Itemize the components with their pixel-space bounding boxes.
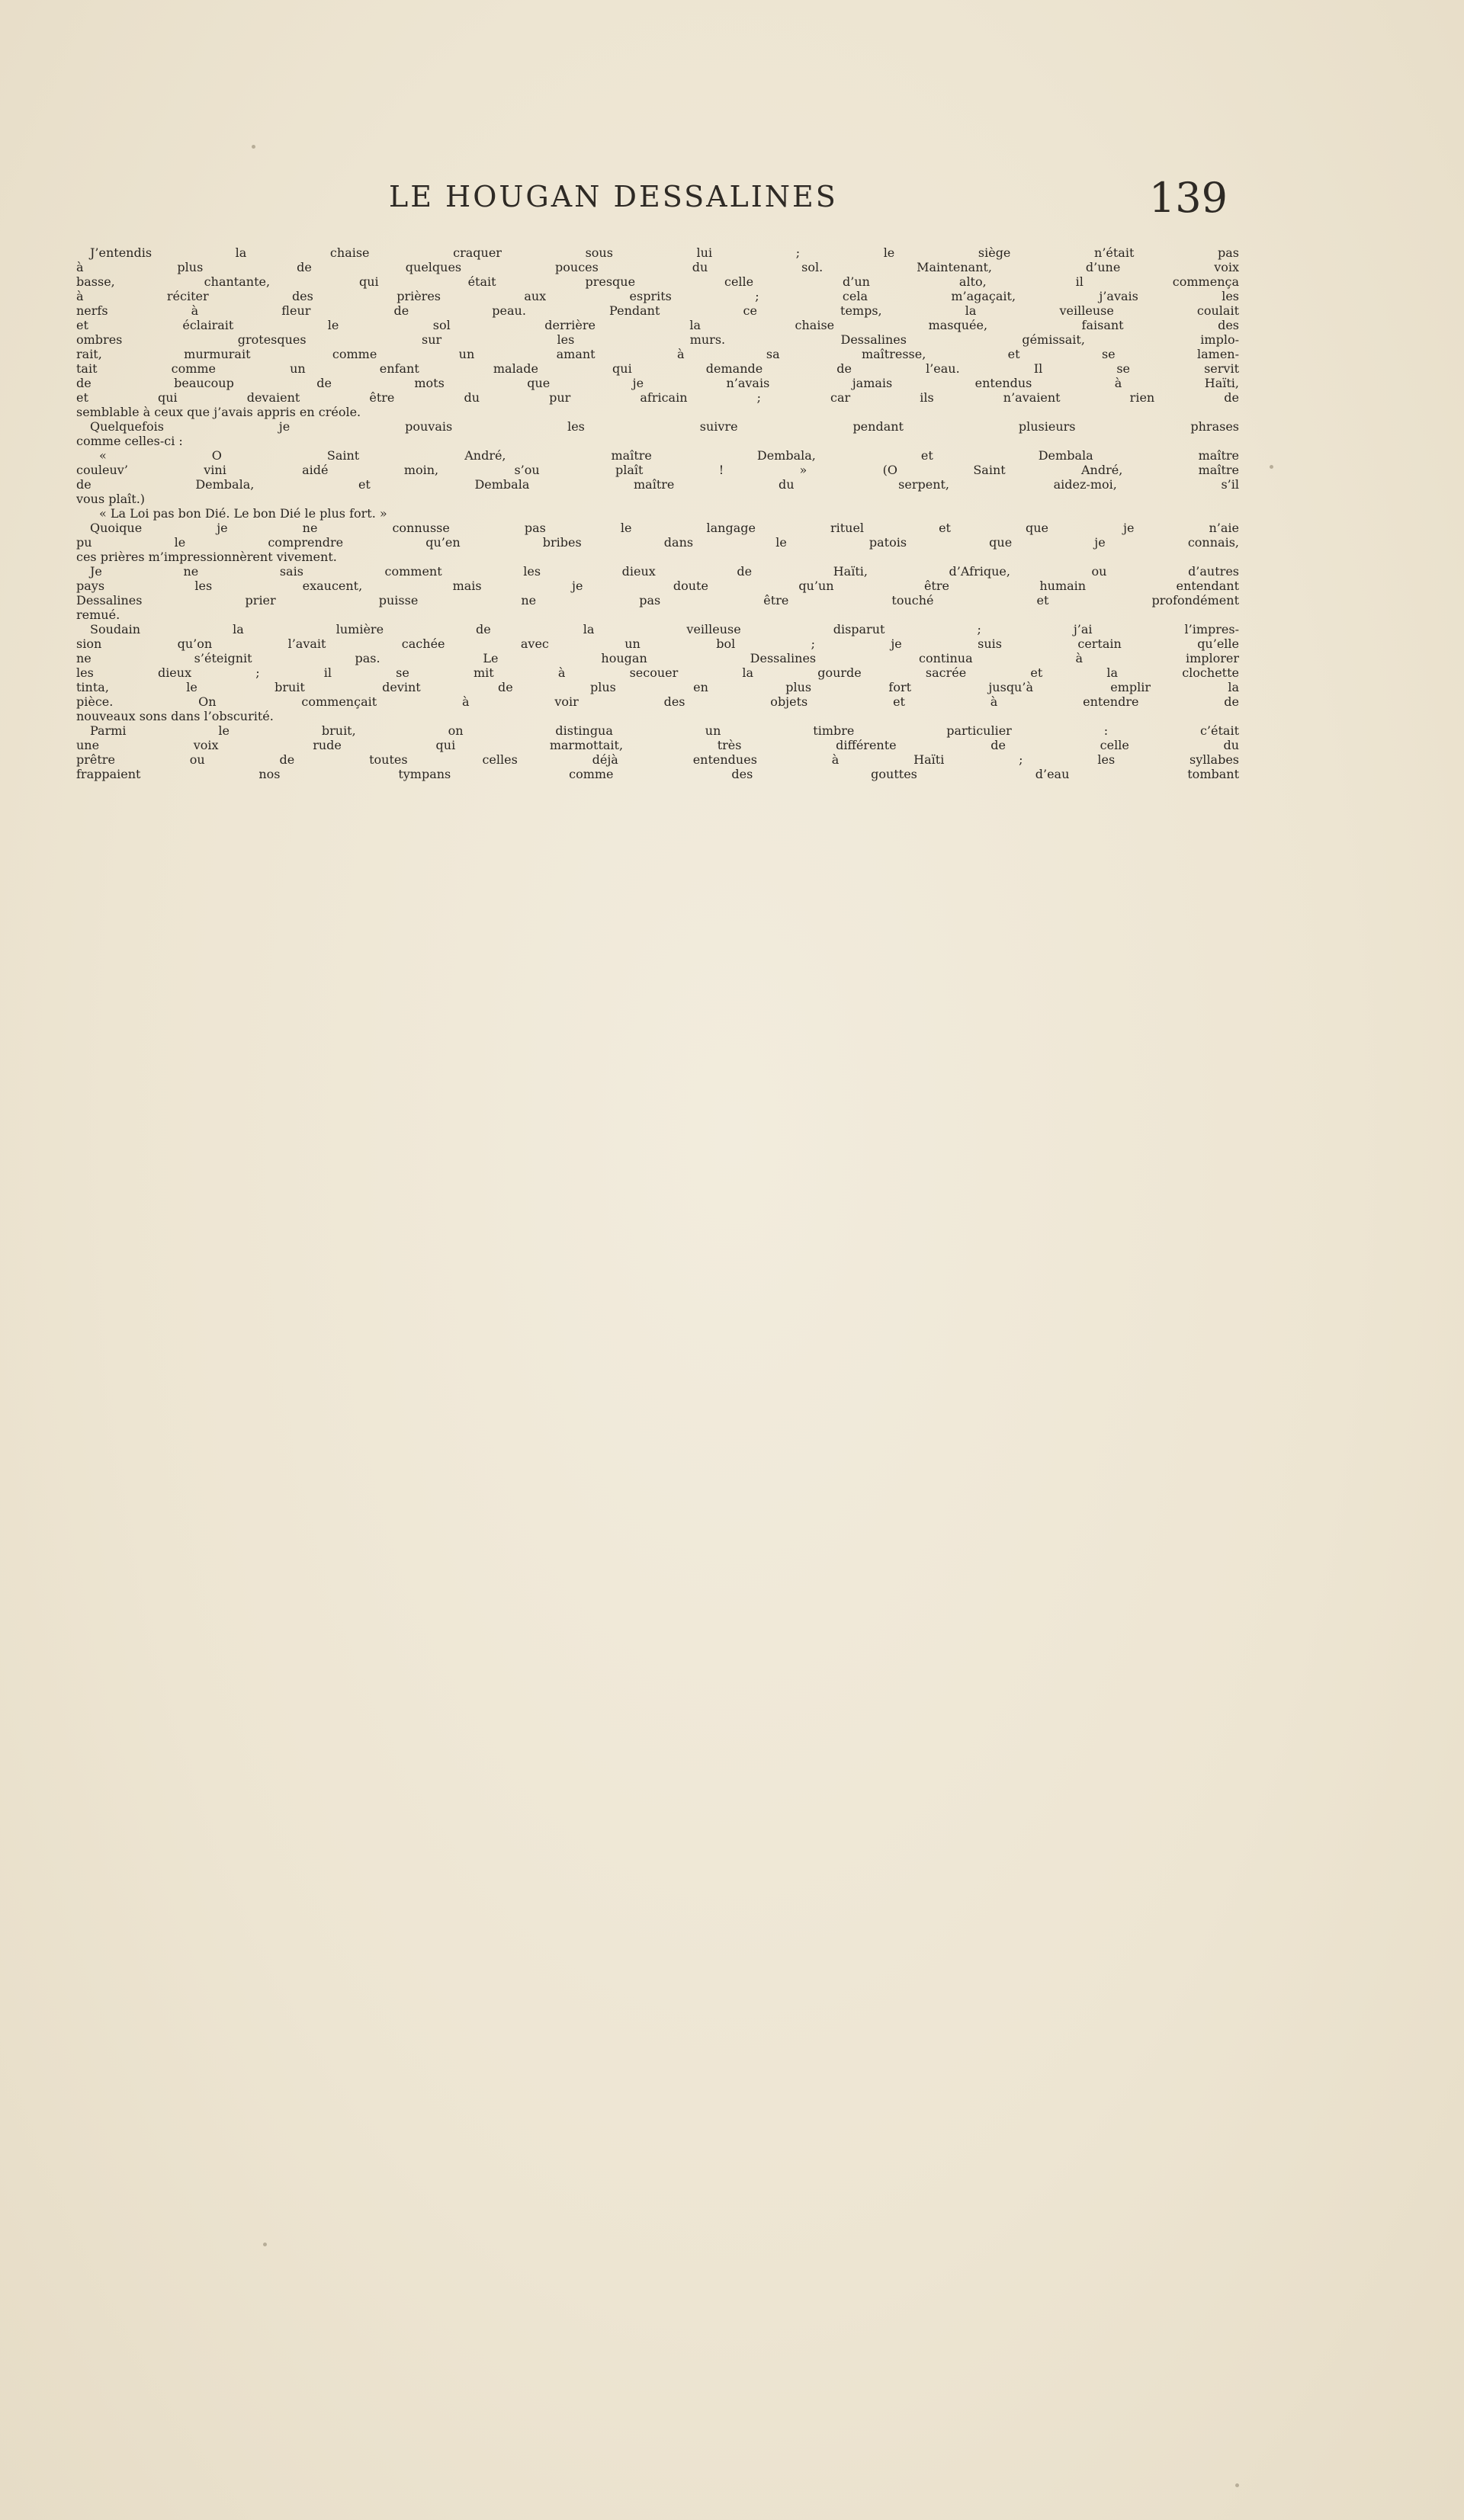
text-line: vous plaît.) (76, 492, 146, 506)
text-line: une voix rude qui marmottait, très différente de celle du (76, 738, 1239, 752)
text-line: et éclairait le sol derrière la chaise masquée, faisant des (76, 318, 1239, 332)
text-line: prêtre ou de toutes celles déjà entendues à Haïti ; les syllabes (76, 752, 1239, 767)
text-line: de Dembala, et Dembala maître du serpent, aidez-moi, s’il (76, 477, 1239, 492)
text-line: « O Saint André, maître Dembala, et Dembala maître (99, 448, 1239, 463)
text-line: Soudain la lumière de la veilleuse disparut ; j’ai l’impres- (90, 622, 1239, 636)
text-line: Dessalines prier puisse ne pas être touché et profondément (76, 593, 1239, 608)
text-line: à réciter des prières aux esprits ; cela m’agaçait, j’avais les (76, 289, 1239, 303)
text-line: ces prières m’impressionnèrent vivement. (76, 550, 337, 564)
text-line: tinta, le bruit devint de plus en plus fort jusqu’à emplir la (76, 680, 1239, 694)
text-line: nouveaux sons dans l’obscurité. (76, 709, 274, 723)
paper-speck (1235, 2483, 1239, 2487)
text-line: pu le comprendre qu’en bribes dans le patois que je connais, (76, 535, 1239, 550)
text-line: « La Loi pas bon Dié. Le bon Dié le plus fort. » (99, 506, 387, 521)
text-line: Je ne sais comment les dieux de Haïti, d’Afrique, ou d’autres (90, 564, 1239, 579)
text-line: Parmi le bruit, on distingua un timbre particulier : c’était (90, 723, 1239, 738)
text-line: J’entendis la chaise craquer sous lui ; le siège n’était pas (90, 245, 1239, 260)
page-header (381, 174, 1228, 227)
paper-speck (263, 2243, 267, 2246)
text-line: basse, chantante, qui était presque celle d’un alto, il commença (76, 274, 1239, 289)
text-line: et qui devaient être du pur africain ; car ils n’avaient rien de (76, 390, 1239, 405)
text-line: de beaucoup de mots que je n’avais jamais entendus à Haïti, (76, 376, 1239, 390)
text-line: couleuv’ vini aidé moin, s’ou plaît ! » (O Saint André, maître (76, 463, 1239, 477)
text-line: tait comme un enfant malade qui demande de l’eau. Il se servit (76, 361, 1239, 376)
text-line: comme celles-ci : (76, 434, 183, 448)
paper-speck (252, 145, 255, 149)
paper-speck (1270, 465, 1273, 469)
text-line: à plus de quelques pouces du sol. Maintenant, d’une voix (76, 260, 1239, 274)
text-line: Quelquefois je pouvais les suivre pendant plusieurs phrases (90, 419, 1239, 434)
text-line: pièce. On commençait à voir des objets et à entendre de (76, 694, 1239, 709)
text-line: rait, murmurait comme un amant à sa maîtresse, et se lamen- (76, 347, 1239, 361)
text-line: ne s’éteignit pas. Le hougan Dessalines continua à implorer (76, 651, 1239, 665)
running-head: LE HOUGAN DESSALINES (389, 180, 838, 213)
text-line: Quoique je ne connusse pas le langage rituel et que je n’aie (90, 521, 1239, 535)
text-line: semblable à ceux que j’avais appris en créole. (76, 405, 361, 419)
text-line: ombres grotesques sur les murs. Dessalines gémissait, implo- (76, 332, 1239, 347)
body-text (76, 245, 1239, 781)
text-line: pays les exaucent, mais je doute qu’un être humain entendant (76, 579, 1239, 593)
text-line: sion qu’on l’avait cachée avec un bol ; je suis certain qu’elle (76, 636, 1239, 651)
text-line: les dieux ; il se mit à secouer la gourde sacrée et la clochette (76, 665, 1239, 680)
text-line: frappaient nos tympans comme des gouttes d’eau tombant (76, 767, 1239, 781)
text-line: remué. (76, 608, 120, 622)
page-number: 139 (1148, 174, 1228, 222)
text-line: nerfs à fleur de peau. Pendant ce temps, la veilleuse coulait (76, 303, 1239, 318)
